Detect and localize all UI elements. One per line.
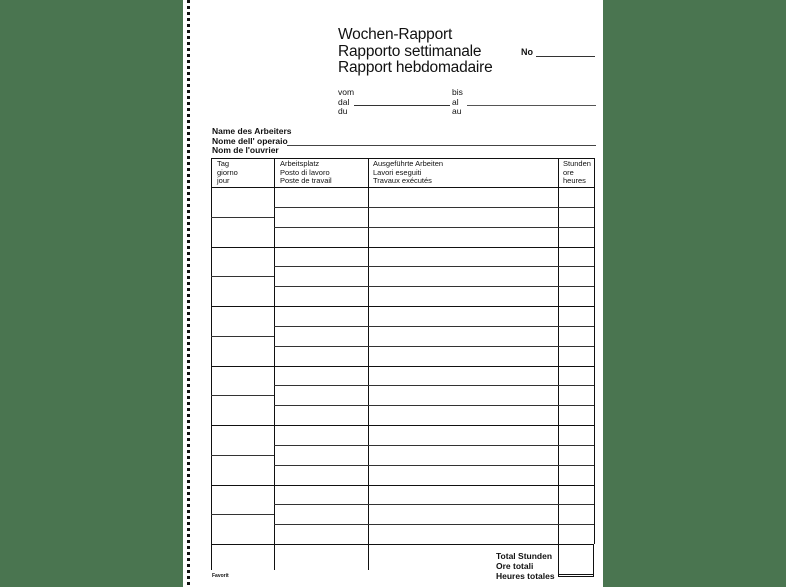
brand-label: Favorit xyxy=(212,573,229,579)
hours-cell[interactable] xyxy=(560,447,592,463)
date-to-label-fr: au xyxy=(452,106,462,116)
day-cell-divider xyxy=(211,395,274,396)
day-cell[interactable] xyxy=(213,278,272,304)
day-cell[interactable] xyxy=(213,516,272,542)
date-from-input-line[interactable] xyxy=(354,105,450,106)
workplace-cell[interactable] xyxy=(276,387,366,403)
work-done-cell[interactable] xyxy=(370,487,556,503)
title-italian: Rapporto settimanale xyxy=(338,42,482,60)
day-cell[interactable] xyxy=(213,487,272,513)
hours-cell[interactable] xyxy=(560,229,592,245)
work-done-cell[interactable] xyxy=(370,189,556,205)
workplace-cell[interactable] xyxy=(276,189,366,205)
header-workplace-fr: Poste de travail xyxy=(280,176,332,185)
day-cell[interactable] xyxy=(213,368,272,394)
entry-row-divider xyxy=(274,346,594,347)
work-done-cell[interactable] xyxy=(370,229,556,245)
header-hours-fr: heures xyxy=(563,176,586,185)
work-done-cell[interactable] xyxy=(370,308,556,324)
work-done-cell[interactable] xyxy=(370,348,556,364)
day-cell[interactable] xyxy=(213,427,272,453)
hours-cell[interactable] xyxy=(560,407,592,423)
entry-row-divider xyxy=(274,524,594,525)
work-done-cell[interactable] xyxy=(370,209,556,225)
number-input-line[interactable] xyxy=(536,48,595,57)
day-block-border xyxy=(211,366,594,367)
entry-row-divider xyxy=(274,504,594,505)
hours-cell[interactable] xyxy=(560,368,592,384)
number-field[interactable] xyxy=(521,47,595,57)
entry-row-divider xyxy=(274,207,594,208)
hours-cell[interactable] xyxy=(560,487,592,503)
day-cell-divider xyxy=(211,455,274,456)
header-day-de: Tag xyxy=(217,159,230,168)
hours-cell[interactable] xyxy=(560,189,592,205)
total-hours-label xyxy=(496,551,555,581)
hours-cell[interactable] xyxy=(560,268,592,284)
header-workplace-it: Posto di lavoro xyxy=(280,167,330,177)
total-label-it: Ore totali xyxy=(496,561,534,571)
workplace-cell[interactable] xyxy=(276,348,366,364)
worker-label-de: Name des Arbeiters xyxy=(212,126,292,136)
work-done-cell[interactable] xyxy=(370,447,556,463)
header-work-done-fr: Travaux exécutés xyxy=(373,176,432,185)
worker-name-labels xyxy=(212,127,292,156)
title-german: Wochen-Rapport xyxy=(338,26,453,43)
day-cell-divider xyxy=(211,217,274,218)
day-cell-divider xyxy=(211,276,274,277)
date-from-label-fr: du xyxy=(338,106,348,116)
column-divider xyxy=(211,158,212,570)
worker-label-fr: Nom de l'ouvrier xyxy=(212,145,279,155)
day-cell-divider xyxy=(211,336,274,337)
header-day-fr: jour xyxy=(217,176,230,185)
workplace-cell[interactable] xyxy=(276,308,366,324)
title-french: Rapport hebdomadaire xyxy=(338,59,493,76)
entry-row-divider xyxy=(274,465,594,466)
total-label-fr: Heures totales xyxy=(496,571,555,581)
hours-cell[interactable] xyxy=(560,467,592,483)
hours-cell[interactable] xyxy=(560,526,592,542)
entry-row-divider xyxy=(274,286,594,287)
workplace-cell[interactable] xyxy=(276,268,366,284)
weekly-report-table xyxy=(211,158,594,570)
workplace-cell[interactable] xyxy=(276,407,366,423)
hours-cell[interactable] xyxy=(560,308,592,324)
entry-row-divider xyxy=(274,385,594,386)
header-hours-de: Stunden xyxy=(563,159,591,168)
day-block-border xyxy=(211,485,594,486)
table-top-border xyxy=(211,158,594,159)
workplace-cell[interactable] xyxy=(276,249,366,265)
day-cell-divider xyxy=(211,514,274,515)
workplace-cell[interactable] xyxy=(276,506,366,522)
day-block-border xyxy=(211,306,594,307)
column-divider xyxy=(594,158,595,544)
workplace-cell[interactable] xyxy=(276,526,366,542)
header-work-done xyxy=(373,160,443,186)
workplace-cell[interactable] xyxy=(276,467,366,483)
hours-cell[interactable] xyxy=(560,328,592,344)
total-hours-field[interactable] xyxy=(558,544,594,576)
header-day xyxy=(217,160,238,186)
header-work-done-it: Lavori eseguiti xyxy=(373,167,422,177)
entry-row-divider xyxy=(274,266,594,267)
entry-row-divider xyxy=(274,326,594,327)
date-to-label-de: bis xyxy=(452,87,463,97)
column-divider xyxy=(368,158,369,570)
hours-cell[interactable] xyxy=(560,387,592,403)
date-from-labels xyxy=(338,88,354,117)
perforation-edge xyxy=(187,0,190,587)
workplace-cell[interactable] xyxy=(276,368,366,384)
entry-row-divider xyxy=(274,445,594,446)
hours-cell[interactable] xyxy=(560,506,592,522)
day-block-border xyxy=(211,247,594,248)
work-done-cell[interactable] xyxy=(370,288,556,304)
day-cell[interactable] xyxy=(213,189,272,215)
day-cell[interactable] xyxy=(213,219,272,245)
date-to-label-it: al xyxy=(452,96,459,107)
entry-row-divider xyxy=(274,405,594,406)
header-hours xyxy=(563,160,591,186)
header-workplace-de: Arbeitsplatz xyxy=(280,159,320,168)
column-divider xyxy=(558,158,559,570)
workplace-cell[interactable] xyxy=(276,328,366,344)
column-divider xyxy=(274,158,275,570)
total-hours-double-rule xyxy=(558,574,594,577)
day-block-border xyxy=(211,425,594,426)
entry-row-divider xyxy=(274,227,594,228)
hours-cell[interactable] xyxy=(560,288,592,304)
work-done-cell[interactable] xyxy=(370,526,556,542)
day-block-border xyxy=(211,544,594,545)
hours-cell[interactable] xyxy=(560,427,592,443)
work-done-cell[interactable] xyxy=(370,506,556,522)
work-done-cell[interactable] xyxy=(370,407,556,423)
work-done-cell[interactable] xyxy=(370,427,556,443)
workplace-cell[interactable] xyxy=(276,209,366,225)
header-bottom-border xyxy=(211,187,594,188)
workplace-cell[interactable] xyxy=(276,427,366,443)
day-cell[interactable] xyxy=(213,457,272,483)
day-cell[interactable] xyxy=(213,308,272,334)
work-done-cell[interactable] xyxy=(370,467,556,483)
workplace-cell[interactable] xyxy=(276,288,366,304)
header-day-it: giorno xyxy=(217,167,238,177)
work-done-cell[interactable] xyxy=(370,368,556,384)
header-hours-it: ore xyxy=(563,167,574,177)
hours-cell[interactable] xyxy=(560,209,592,225)
day-cell[interactable] xyxy=(213,338,272,364)
workplace-cell[interactable] xyxy=(276,447,366,463)
date-from-label-de: vom xyxy=(338,87,355,97)
work-done-cell[interactable] xyxy=(370,268,556,284)
work-done-cell[interactable] xyxy=(370,328,556,344)
workplace-cell[interactable] xyxy=(276,229,366,245)
date-to-input-line[interactable] xyxy=(467,105,596,106)
date-from-label-it: dal xyxy=(338,96,350,107)
hours-cell[interactable] xyxy=(560,348,592,364)
header-workplace xyxy=(280,160,332,186)
workplace-cell[interactable] xyxy=(276,487,366,503)
hours-cell[interactable] xyxy=(560,249,592,265)
header-work-done-de: Ausgeführte Arbeiten xyxy=(373,159,444,168)
form-title xyxy=(338,27,493,77)
number-label: No xyxy=(521,47,533,57)
day-cell[interactable] xyxy=(213,249,272,275)
work-done-cell[interactable] xyxy=(370,387,556,403)
date-to-labels xyxy=(452,88,463,117)
total-label-de: Total Stunden xyxy=(496,551,553,561)
work-done-cell[interactable] xyxy=(370,249,556,265)
day-cell[interactable] xyxy=(213,397,272,423)
worker-label-it: Nome dell' operaio xyxy=(212,135,288,146)
worker-name-input-line[interactable] xyxy=(287,145,596,146)
